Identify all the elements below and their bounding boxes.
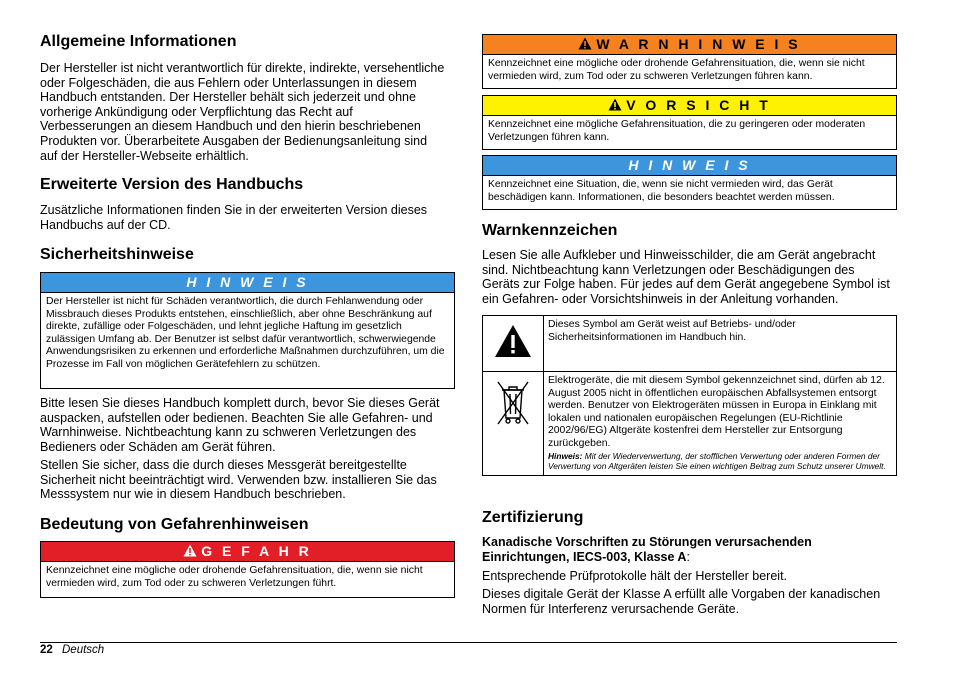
symbol2-note (548, 451, 892, 473)
cert-colon: : (686, 549, 690, 564)
labels-text: Lesen Sie alle Aufkleber und Hinweisschilder, die am Gerät angebracht sind. Nichtbeachtung kann Verletzungen oder Beschädigungen des Geräts zur Folge haben. Für jedes auf dem Gerät angegebene Symbol ist ein Gefahren- oder Vorsichtshinweis in der Anleitung vorhanden. (482, 248, 890, 306)
footer-divider (40, 642, 897, 643)
caution-title: V O R S I C H T (626, 97, 771, 113)
caution-box (482, 95, 897, 150)
note-text: Kennzeichnet eine Situation, die, wenn sie nicht vermieden wird, das Gerät beschädigen kann. Informationen, die besonders beachtet werden müssen. (488, 179, 835, 203)
labels-heading: Warnkennzeichen (482, 222, 618, 239)
symbol2-note-label: Hinweis: (548, 450, 583, 461)
general-text: Der Hersteller ist nicht verantwortlich für direkte, indirekte, versehentliche oder Folgeschäden, die aus Fehlern oder Unterlassungen in diesem Handbuch entstanden. Der Hersteller behält sich jederzeit und ohne vorherige Ankündigung oder Verpflichtung das Recht auf Verbesserungen an diesem Handbuch und den hierin beschriebenen Produkten vor. Überarbeitete Ausgaben der Bedienungsanleitung sind auf der Hersteller-Webseite erhältlich. (40, 61, 445, 163)
cert-text-1: Entsprechende Prüfprotokolle hält der Hersteller bereit. (482, 569, 788, 583)
general-warning-icon (493, 323, 533, 359)
symbol2-text: Elektrogeräte, die mit diesem Symbol gekennzeichnet sind, dürfen ab 12. August 2005 nicht in öffentlichen europäischen Abfallsystemen entsorgt werden. Benutzer von Elektrogeräten müssen in Europa in Einklang mit lokalen und nationalen europäischen Regelungen (EU-Richtlinie 2002/96/EG) Altgeräte kostenfrei dem Hersteller zur Entsorgung zurückgeben. (548, 375, 885, 449)
caution-text: Kennzeichnet eine mögliche Gefahrensituation, die zu geringeren oder moderaten Verletzungen führen kann. (488, 119, 866, 143)
safety-note-title: H I N W E I S (41, 273, 454, 293)
warning-box (482, 34, 897, 89)
safety-text-2: Stellen Sie sicher, dass die durch dieses Messgerät bereitgestellte Sicherheit nicht beeinträchtigt wird. Verwenden bzw. installieren Sie das Messsystem nur wie in diesem Handbuch beschrieben. (40, 458, 437, 502)
cert-intro (482, 535, 894, 564)
weee-crossed-bin-icon (495, 378, 531, 426)
note-box (482, 155, 897, 210)
general-heading: Allgemeine Informationen (40, 33, 237, 50)
symbol-cell (483, 316, 544, 372)
symbol-row (483, 316, 897, 372)
note-title: H I N W E I S (483, 156, 896, 176)
danger-header (41, 542, 454, 562)
symbol-table (482, 315, 897, 476)
safety-note-box (40, 272, 455, 389)
symbol2-note-text: Mit der Wiederverwertung, der stofflichen Verwertung oder anderen Formen der Verwertung von Altgeräten leisten Sie einen wichtigen Beitrag zum Schutz unserer Umwelt. (548, 450, 886, 472)
warning-text: Kennzeichnet eine mögliche oder drohende Gefahrensituation, die, wenn sie nicht vermieden wird, zum Tod oder zu schweren Verletzungen führen kann. (488, 58, 865, 82)
symbol-cell (483, 372, 544, 476)
cert-bold: Kanadische Vorschriften zu Störungen verursachenden Einrichtungen, IECS-003, Klasse A (482, 535, 812, 564)
danger-title: G E F A H R (201, 543, 312, 559)
symbol1-text: Dieses Symbol am Gerät weist auf Betriebs- und/oder Sicherheitsinformationen im Handbuch hin. (544, 316, 897, 372)
warning-triangle-icon (608, 98, 622, 111)
warning-triangle-icon (578, 37, 592, 50)
safety-heading: Sicherheitshinweise (40, 246, 194, 263)
warning-title: W A R N H I N W E I S (596, 36, 801, 52)
warning-triangle-icon (183, 544, 197, 557)
cert-heading: Zertifizierung (482, 509, 584, 526)
caution-header (483, 96, 896, 116)
hazard-heading: Bedeutung von Gefahrenhinweisen (40, 516, 309, 533)
cert-text-2: Dieses digitale Gerät der Klasse A erfüllt alle Vorgaben der kanadischen Normen für Interferenz verursachende Geräte. (482, 587, 881, 616)
danger-box (40, 541, 455, 598)
footer (40, 644, 104, 656)
safety-note-text: Der Hersteller ist nicht für Schäden verantwortlich, die durch Fehlanwendung oder Missbrauch dieses Produkts entstehen, einschließlich, aber ohne Beschränkung auf direkte, zufällige oder Folgeschäden, und lehnt jegliche Haftung im gesetzlich zulässigen Umfang ab. Der Benutzer ist selbst dafür verantwortlich, schwerwiegende Anwendungsrisiken zu erkennen und erforderliche Maßnahmen durchzuführen, um die Prozesse im Fall von möglichen Gerätefehlern zu schützen. (46, 296, 445, 370)
danger-text: Kennzeichnet eine mögliche oder drohende Gefahrensituation, die, wenn sie nicht vermieden wird, zum Tod oder zu schweren Verletzungen führt. (46, 565, 423, 589)
safety-text-1: Bitte lesen Sie dieses Handbuch komplett durch, bevor Sie dieses Gerät auspacken, aufstellen oder bedienen. Beachten Sie alle Gefahren- und Warnhinweise. Nichtbeachtung kann zu schweren Verletzungen des Bedieners oder Schäden am Gerät führen. (40, 396, 440, 454)
page-number: 22 (40, 644, 53, 656)
extended-heading: Erweiterte Version des Handbuchs (40, 176, 304, 193)
extended-text: Zusätzliche Informationen finden Sie in der erweiterten Version dieses Handbuchs auf der CD. (40, 203, 428, 232)
warning-header (483, 35, 896, 55)
symbol-row (483, 372, 897, 476)
symbol2-cell (544, 372, 897, 476)
footer-language: Deutsch (62, 644, 105, 656)
